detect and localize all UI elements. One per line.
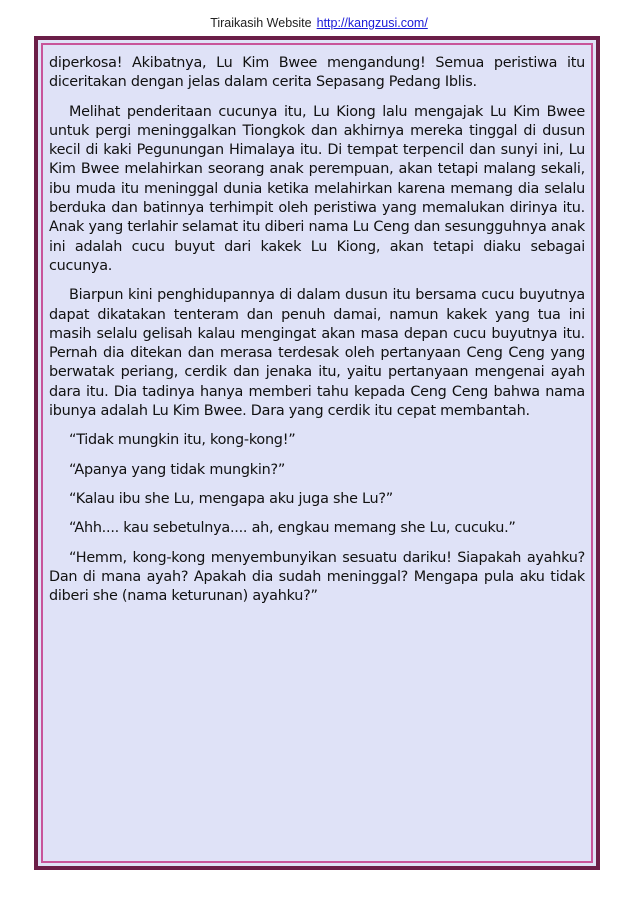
paragraph: Melihat penderitaan cucunya itu, Lu Kiong lalu mengajak Lu Kim Bwee untuk pergi meninggalkan Tiongkok dan akhirnya mereka tinggal di dusun kecil di kaki Pegunungan Himalaya itu. Di tempat terpencil dan sunyi ini, Lu Kim Bwee melahirkan seorang anak perempuan, akan tetapi malang sekali, ibu muda itu meninggal dunia ketika melahirkan karena memang dia selalu berduka dan batinnya terhimpit oleh peristiwa yang memalukan dirinya itu. Anak yang terlahir selamat itu diberi nama Lu Ceng dan sesungguhnya anak ini adalah cucu buyut dari kakek Lu Kiong, akan tetapi diaku sebagai cucunya. [49,103,585,274]
paragraph: diperkosa! Akibatnya, Lu Kim Bwee mengandung! Semua peristiwa itu diceritakan dengan jelas dalam cerita Sepasang Pedang Iblis. [49,55,585,91]
dialogue-line: “Tidak mungkin itu, kong-kong!” [69,432,296,449]
header-label: Tiraikasih Website [210,16,312,30]
dialogue-line: “Hemm, kong-kong menyembunyikan sesuatu dariku! Siapakah ayahku? Dan di mana ayah? Apakah dia sudah meninggal? Mengapa pula aku tidak diberi she (nama keturunan) ayahku?” [49,549,585,605]
page-header [0,16,638,30]
document-body [49,54,585,616]
dialogue-line: “Kalau ibu she Lu, mengapa aku juga she Lu?” [69,490,393,507]
dialogue-line: “Apanya yang tidak mungkin?” [69,461,286,478]
paragraph: Biarpun kini penghidupannya di dalam dusun itu bersama cucu buyutnya dapat dikatakan tenteram dan penuh damai, namun kakek yang tua ini masih selalu gelisah kalau mengingat akan masa depan cucu buyutnya itu. Pernah dia ditekan dan merasa terdesak oleh pertanyaan Ceng Ceng yang berwatak periang, cerdik dan jenaka itu, yaitu pertanyaan mengenai ayah dara itu. Dia tadinya hanya memberi tahu kepada Ceng Ceng bahwa nama ibunya adalah Lu Kim Bwee. Dara yang cerdik itu cepat membantah. [49,287,585,420]
website-link[interactable]: http://kangzusi.com/ [316,16,428,30]
dialogue-line: “Ahh.... kau sebetulnya.... ah, engkau memang she Lu, cucuku.” [69,520,516,537]
